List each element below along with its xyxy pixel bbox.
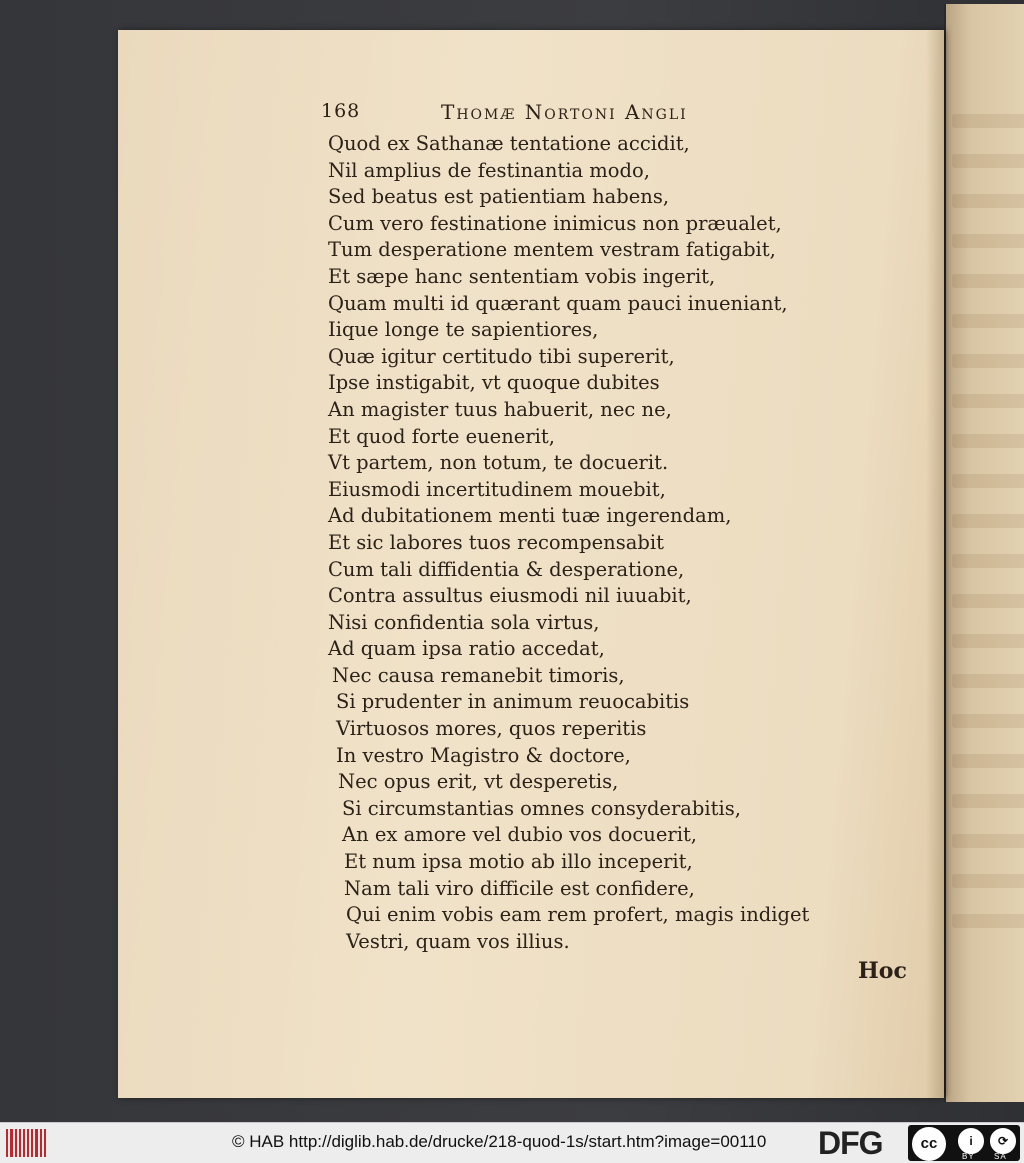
verse-line: Cum vero festinatione inimicus non præualet,: [328, 211, 782, 235]
dfg-logo: DFG: [818, 1125, 883, 1161]
verse-line: Contra assultus eiusmodi nil iuuabit,: [328, 584, 692, 608]
verse-line: Ipse instigabit, vt quoque dubites: [328, 371, 660, 395]
bleed-through-line: [952, 754, 1024, 768]
bleed-through-line: [952, 794, 1024, 808]
bleed-through-line: [952, 394, 1024, 408]
bleed-through-line: [952, 634, 1024, 648]
verse-line: Nec causa remanebit timoris,: [332, 663, 625, 687]
verse-line: Et sæpe hanc sententiam vobis ingerit,: [328, 264, 716, 288]
verse-line: Cum tali diffidentia & desperatione,: [328, 557, 685, 581]
bleed-through-line: [952, 554, 1024, 568]
verse-line: An magister tuus habuerit, nec ne,: [328, 397, 672, 421]
verse-line: An ex amore vel dubio vos docuerit,: [342, 823, 697, 847]
verse-line: Virtuosos mores, quos reperitis: [336, 717, 647, 741]
verse-line: Qui enim vobis eam rem profert, magis indiget: [346, 903, 810, 927]
bleed-through-line: [952, 514, 1024, 528]
bleed-through-line: [952, 194, 1024, 208]
verse-line: Nil amplius de festinantia modo,: [328, 158, 650, 182]
bleed-through-line: [952, 154, 1024, 168]
verse-line: Si circumstantias omnes consyderabitis,: [342, 796, 741, 820]
cc-icon: cc: [912, 1127, 946, 1161]
verse-line: Quæ igitur certitudo tibi supererit,: [328, 344, 675, 368]
verse-line: Tum desperatione mentem vestram fatigabit,: [328, 238, 776, 262]
running-title: Thomæ Nortoni Angli: [441, 100, 688, 124]
bleed-through-line: [952, 434, 1024, 448]
verse-text: [328, 131, 828, 955]
page-header: [321, 100, 771, 130]
verse-line: Quod ex Sathanæ tentatione accidit,: [328, 132, 690, 155]
verse-line: Nec opus erit, vt desperetis,: [338, 770, 619, 794]
bleed-through-line: [952, 674, 1024, 688]
bleed-through-line: [952, 474, 1024, 488]
bleed-through-line: [952, 354, 1024, 368]
bleed-through-line: [952, 874, 1024, 888]
verse-line: Vt partem, non totum, te docuerit.: [328, 451, 669, 475]
bleed-through-line: [952, 234, 1024, 248]
sa-label: SA: [994, 1152, 1007, 1161]
verse-line: Et sic labores tuos recompensabit: [328, 530, 664, 554]
by-label: BY: [962, 1152, 975, 1161]
verse-line: Nisi confidentia sola virtus,: [328, 610, 600, 634]
verse-line: Iique longe te sapientiores,: [328, 318, 599, 342]
library-barcode-icon: [6, 1129, 46, 1157]
viewer-footer: [0, 1122, 1024, 1163]
bleed-through-line: [952, 594, 1024, 608]
bleed-through-line: [952, 834, 1024, 848]
facing-page-edge: [944, 4, 1024, 1102]
page-number: 168: [321, 100, 361, 122]
verse-line: Eiusmodi incertitudinem mouebit,: [328, 477, 666, 501]
bleed-through-line: [952, 714, 1024, 728]
verse-line: Quam multi id quærant quam pauci inueniant,: [328, 291, 788, 315]
bleed-through-line: [952, 114, 1024, 128]
by-person-icon: i: [958, 1128, 984, 1154]
share-alike-icon: ⟳: [990, 1128, 1016, 1154]
verse-line: In vestro Magistro & doctore,: [336, 743, 631, 767]
bleed-through-line: [952, 274, 1024, 288]
verse-line: Ad dubitationem menti tuæ ingerendam,: [328, 504, 732, 528]
bleed-through-line: [952, 914, 1024, 928]
bleed-through-line: [952, 314, 1024, 328]
catchword: Hoc: [858, 958, 907, 984]
verse-line: Et quod forte euenerit,: [328, 424, 555, 448]
citation-link[interactable]: © HAB http://diglib.hab.de/drucke/218-quod-1s/start.htm?image=00110: [232, 1132, 767, 1151]
verse-line: Sed beatus est patientiam habens,: [328, 185, 670, 209]
verse-line: Et num ipsa motio ab illo inceperit,: [344, 850, 693, 874]
verse-line: Nam tali viro difficile est confidere,: [344, 876, 695, 900]
creative-commons-license-icon[interactable]: [908, 1125, 1020, 1161]
verse-line: Si prudenter in animum reuocabitis: [336, 690, 690, 714]
verse-line: Vestri, quam vos illius.: [346, 929, 570, 953]
verse-line: Ad quam ipsa ratio accedat,: [328, 637, 605, 661]
